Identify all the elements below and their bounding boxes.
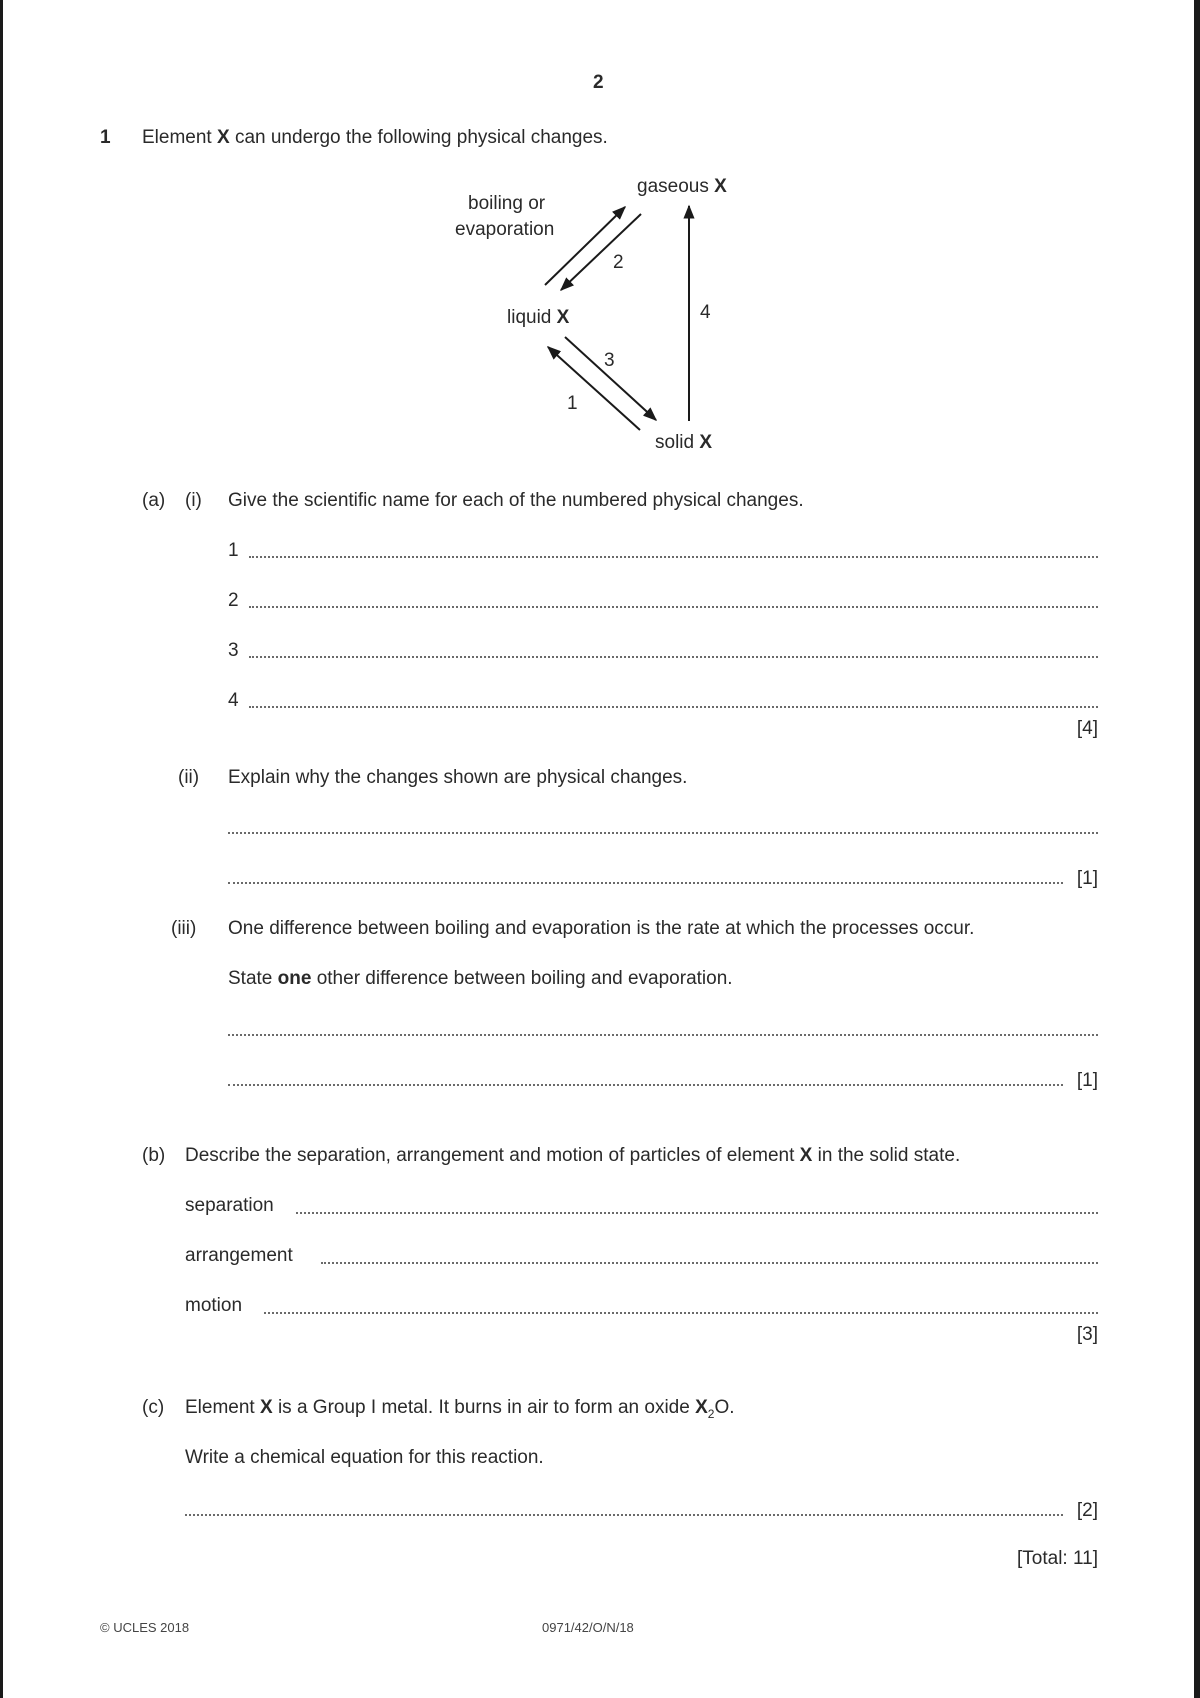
separation-label: separation: [185, 1195, 274, 1216]
arrow-2: [561, 214, 641, 290]
instruction-text: State: [228, 968, 278, 989]
arrow-1: [548, 347, 640, 430]
arrangement-label: arrangement: [185, 1245, 293, 1266]
motion-answer-line[interactable]: [264, 1312, 1098, 1314]
part-b-question: [185, 1145, 960, 1167]
answer-line-a-iii-1[interactable]: [228, 1034, 1098, 1036]
part-a-iii-label: (iii): [171, 918, 197, 939]
answer-line-4[interactable]: [249, 706, 1098, 708]
answer-line-1[interactable]: [249, 556, 1098, 558]
part-c-text: Element: [185, 1397, 260, 1418]
liquid-x-label: liquid X: [507, 307, 570, 328]
answer-1-label: 1: [228, 540, 239, 561]
part-c-label: (c): [142, 1397, 165, 1418]
part-c-element-x: X: [259, 1397, 273, 1418]
physical-changes-diagram: [0, 0, 1200, 470]
marks-c: [2]: [1076, 1500, 1098, 1521]
part-a-ii-question: Explain why the changes shown are physical changes.: [228, 767, 688, 788]
equation-answer-line[interactable]: [185, 1514, 1063, 1516]
arrow-number-3: 3: [604, 350, 615, 371]
boiling-label-line2: evaporation: [455, 219, 555, 240]
answer-line-2[interactable]: [249, 606, 1098, 608]
oxide-formula-o: O.: [714, 1397, 735, 1418]
answer-4-label: 4: [228, 690, 239, 711]
part-c-text-mid: is a Group I metal. It burns in air to form an oxide: [272, 1397, 696, 1418]
page-number: 2: [593, 72, 604, 93]
marks-b: [3]: [1076, 1324, 1098, 1345]
answer-line-a-iii-2[interactable]: [228, 1084, 1063, 1086]
marks-a-iii: [1]: [1076, 1070, 1098, 1091]
part-a-iii-question: One difference between boiling and evaporation is the rate at which the processes occur.: [228, 918, 975, 939]
question-intro-text-end: can undergo the following physical changes.: [229, 127, 608, 148]
instruction-emphasis: one: [277, 968, 312, 989]
part-b-text: Describe the separation, arrangement and motion of particles of element: [185, 1145, 800, 1166]
paper-code: 0971/42/O/N/18: [542, 1620, 634, 1635]
arrow-boiling: [545, 207, 625, 285]
answer-3-label: 3: [228, 640, 239, 661]
motion-label: motion: [185, 1295, 243, 1316]
boiling-label-line1: boiling or: [468, 193, 546, 214]
answer-line-a-ii-2[interactable]: [228, 882, 1063, 884]
arrow-number-4: 4: [700, 302, 711, 323]
arrow-number-2: 2: [613, 252, 624, 273]
part-a-label: (a): [142, 490, 166, 511]
arrow-number-1: 1: [567, 393, 578, 414]
question-number: 1: [100, 127, 111, 148]
oxide-formula-subscript: 2: [707, 1406, 715, 1421]
question-intro-text: Element: [142, 127, 217, 148]
answer-line-a-ii-1[interactable]: [228, 832, 1098, 834]
part-c-question: [185, 1397, 735, 1421]
solid-x-label: solid X: [655, 432, 713, 453]
total-marks: [Total: 11]: [1017, 1548, 1098, 1569]
answer-line-3[interactable]: [249, 656, 1098, 658]
copyright: © UCLES 2018: [100, 1620, 190, 1635]
arrangement-answer-line[interactable]: [321, 1262, 1098, 1264]
element-x-label: X: [216, 127, 230, 148]
part-c-instruction: Write a chemical equation for this reaction.: [185, 1447, 544, 1468]
part-a-ii-label: (ii): [178, 767, 200, 788]
separation-answer-line[interactable]: [296, 1212, 1098, 1214]
part-b-element-x: X: [799, 1145, 813, 1166]
marks-a-ii: [1]: [1076, 868, 1098, 889]
part-b-text-end: in the solid state.: [812, 1145, 961, 1166]
instruction-text-end: other difference between boiling and evaporation.: [311, 968, 733, 989]
oxide-formula-x: X: [695, 1397, 708, 1418]
gaseous-x-label: gaseous X: [637, 176, 727, 197]
part-a-i-label: (i): [185, 490, 202, 511]
part-a-i-question: Give the scientific name for each of the numbered physical changes.: [228, 490, 804, 511]
part-b-label: (b): [142, 1145, 166, 1166]
marks-a-i: [4]: [1076, 718, 1098, 739]
part-a-iii-instruction: [228, 968, 733, 990]
answer-2-label: 2: [228, 590, 239, 611]
